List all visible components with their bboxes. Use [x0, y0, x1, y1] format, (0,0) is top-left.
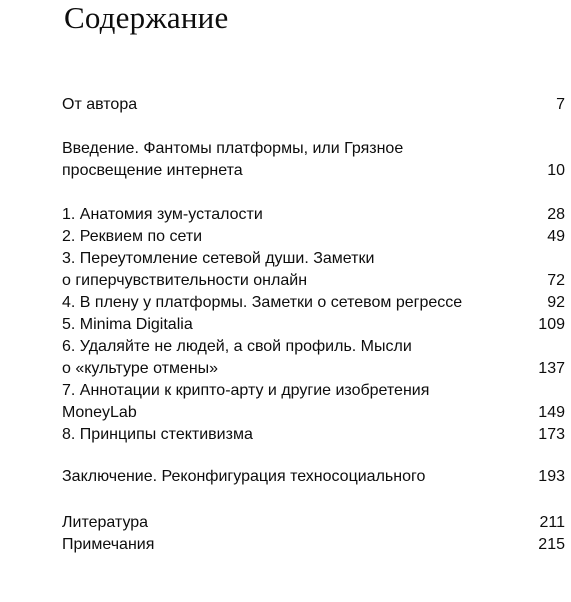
toc-entry-title: 1. Анатомия зум-усталости: [62, 206, 263, 223]
toc-entry-page: 92: [547, 294, 565, 311]
page-title: Содержание: [64, 0, 229, 35]
toc-entry-title: Литература: [62, 514, 149, 531]
toc-entry-chapter-5: [62, 314, 571, 336]
toc-entry-from-author: [62, 94, 571, 116]
toc-entry-page: 28: [547, 206, 565, 223]
toc-entry-title: 4. В плену у платформы. Заметки о сетевом регрессе: [62, 294, 463, 311]
toc-entry-title: 5. Minima Digitalia: [62, 316, 193, 333]
toc-entry-page: 215: [538, 536, 565, 553]
toc-entry-title-continued: о «культуре отмены»: [62, 360, 219, 377]
toc-entry-chapter-2: [62, 226, 571, 248]
toc-entry-chapter-6: [62, 336, 571, 380]
toc-entry-chapter-8: [62, 424, 571, 446]
toc-entry-title: 2. Реквием по сети: [62, 228, 203, 245]
toc-entry-chapter-4: [62, 292, 571, 314]
toc-entry-title-continued: просвещение интернета: [62, 162, 243, 179]
toc-entry-chapter-7: [62, 380, 571, 424]
toc-entry-title: 7. Аннотации к крипто-арту и другие изобретения: [62, 382, 430, 399]
toc-entry-title: Примечания: [62, 536, 155, 553]
toc-entry-title: 3. Переутомление сетевой души. Заметки: [62, 250, 375, 267]
toc-entry-introduction: [62, 138, 571, 182]
toc-entry-title-continued: MoneyLab: [62, 404, 137, 421]
toc-entry-page: 49: [547, 228, 565, 245]
toc-entry-page: 149: [538, 404, 565, 421]
toc-entry-chapter-1: [62, 204, 571, 226]
toc-entry-literature: [62, 512, 571, 534]
toc-entry-title: От автора: [62, 96, 138, 113]
toc-entry-title: Введение. Фантомы платформы, или Грязное: [62, 140, 404, 157]
toc-entry-conclusion: [62, 466, 571, 488]
toc-entry-title: 6. Удаляйте не людей, а свой профиль. Мысли: [62, 338, 412, 355]
toc-entry-page: 7: [556, 96, 565, 113]
toc-entry-title: 8. Принципы стективизма: [62, 426, 253, 443]
toc-entry-notes: [62, 534, 571, 556]
toc-entry-page: 72: [547, 272, 565, 289]
toc-entry-chapter-3: [62, 248, 571, 292]
toc-entry-page: 109: [538, 316, 565, 333]
toc-entry-page: 10: [547, 162, 565, 179]
toc-entry-title: Заключение. Реконфигурация техносоциального: [62, 468, 426, 485]
toc-entry-title-continued: о гиперчувствительности онлайн: [62, 272, 308, 289]
toc-entry-page: 173: [538, 426, 565, 443]
toc-entry-page: 137: [538, 360, 565, 377]
toc-entry-page: 193: [538, 468, 565, 485]
toc-entry-page: 211: [539, 514, 565, 531]
